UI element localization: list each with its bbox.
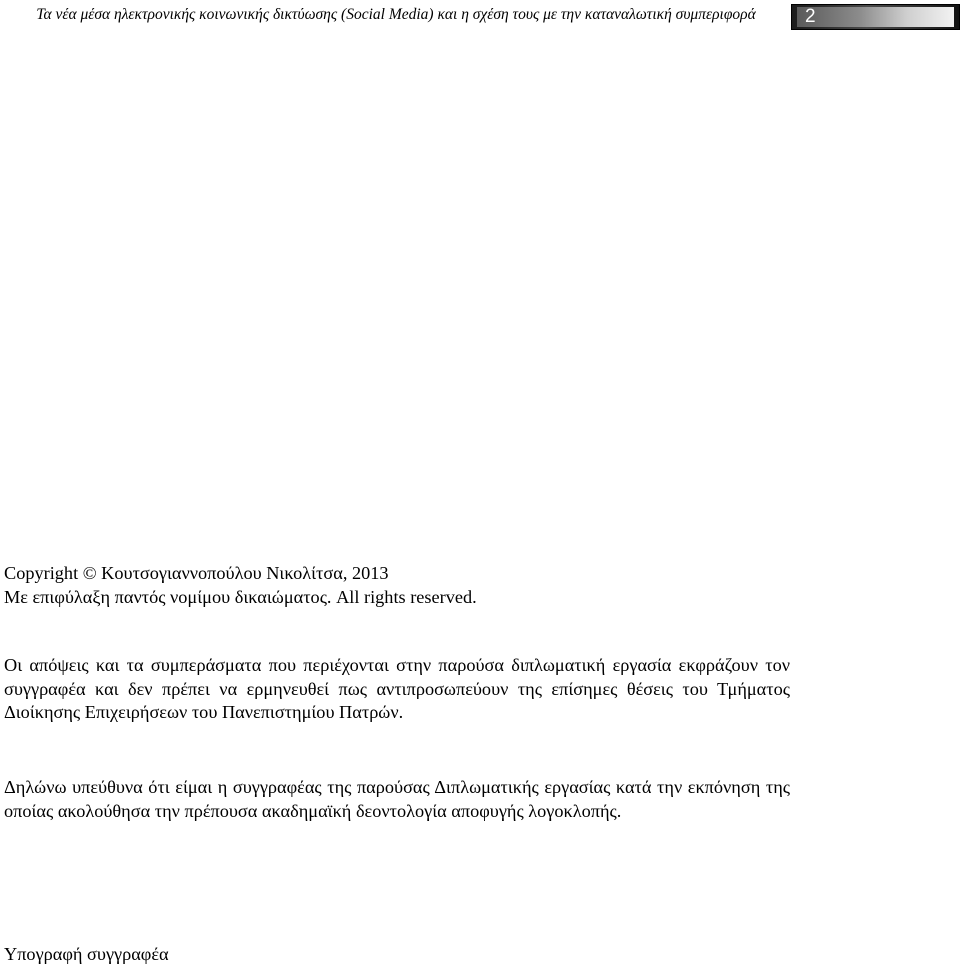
copyright-notice xyxy=(4,562,704,609)
page-number-badge-gradient xyxy=(797,7,954,27)
page-number-badge xyxy=(791,4,960,30)
page-header xyxy=(0,0,960,50)
copyright-line: Copyright © Κουτσογιαννοπούλου Νικολίτσα, 2013 xyxy=(4,563,389,583)
plagiarism-declaration-paragraph: Δηλώνω υπεύθυνα ότι είμαι η συγγραφέας της παρούσας Διπλωματικής εργασίας κατά την εκπόνηση της οποίας ακολούθησα την πρέπουσα ακαδημαϊκή δεοντολογία αποφυγής λογοκλοπής. xyxy=(4,777,790,821)
page-number: 2 xyxy=(805,6,816,27)
rights-reserved-line: Με επιφύλαξη παντός νομίμου δικαιώματος. All rights reserved. xyxy=(4,586,477,607)
author-signature-label: Υπογραφή συγγραφέα xyxy=(4,944,169,964)
running-header-title: Τα νέα μέσα ηλεκτρονικής κοινωνικής δικτύωσης (Social Media) και η σχέση τους με την καταναλωτική συμπεριφορά xyxy=(36,6,756,23)
opinions-disclaimer-paragraph: Οι απόψεις και τα συμπεράσματα που περιέχονται στην παρούσα διπλωματική εργασία εκφράζουν τον συγγραφέα και δεν πρέπει να ερμηνευθεί πως αντιπροσωπεύουν της επίσημες θέσεις του Τμήματος Διοίκησης Επιχειρήσεων του Πανεπιστημίου Πατρών. xyxy=(4,655,790,722)
